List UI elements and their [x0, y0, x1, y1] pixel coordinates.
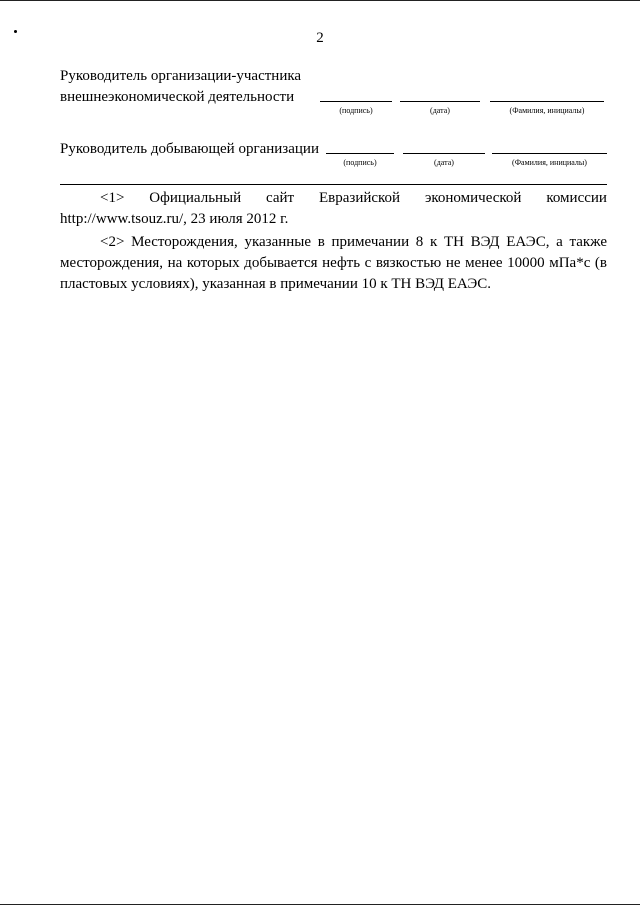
name-caption: (Фамилия, инициалы)	[512, 158, 587, 167]
signature-line	[320, 101, 392, 102]
signature-caption: (подпись)	[343, 158, 377, 167]
date-line	[403, 153, 485, 154]
date-caption: (дата)	[430, 106, 450, 115]
signature-label-line: Руководитель добывающей организации	[60, 141, 319, 157]
footnote-1-word: экономической	[424, 190, 522, 206]
footnote-2: <2> Месторождения, указанные в примечании 8 к ТН ВЭД ЕАЭС, а также месторождения, на которых добывается нефть с вязкостью не менее 10000 мПа*с (в пластовых условиях), указанная в примечании 10 к ТН ВЭД ЕАЭС.	[60, 234, 607, 292]
signature-label-line: Руководитель организации-участника	[60, 68, 302, 84]
name-line	[492, 153, 607, 154]
page-top-edge	[0, 0, 640, 1]
footnote-1-word: сайт	[266, 190, 295, 206]
name-caption: (Фамилия, инициалы)	[509, 106, 585, 115]
date-line	[400, 101, 480, 102]
page-number: 2	[316, 30, 324, 46]
signature-line	[326, 153, 394, 154]
signature-label-participant	[60, 66, 301, 108]
footnote-1-word: <1>	[100, 190, 125, 206]
name-line	[490, 101, 604, 102]
footnote-1-word: Официальный	[149, 190, 242, 206]
footnotes	[60, 188, 607, 297]
signature-caption: (подпись)	[339, 106, 373, 115]
signature-label-producer	[60, 139, 319, 160]
date-caption: (дата)	[434, 158, 454, 167]
footnote-1-word: Евразийской	[318, 190, 401, 206]
footnote-1-word: комиссии	[546, 190, 607, 206]
footnote-1-link-line: http://www.tsouz.ru/, 23 июля 2012 г.	[60, 211, 289, 227]
footnote-1-first-line	[60, 188, 607, 209]
signature-label-line: внешнеэкономической деятельности	[60, 89, 295, 105]
footnote-separator	[60, 184, 607, 185]
